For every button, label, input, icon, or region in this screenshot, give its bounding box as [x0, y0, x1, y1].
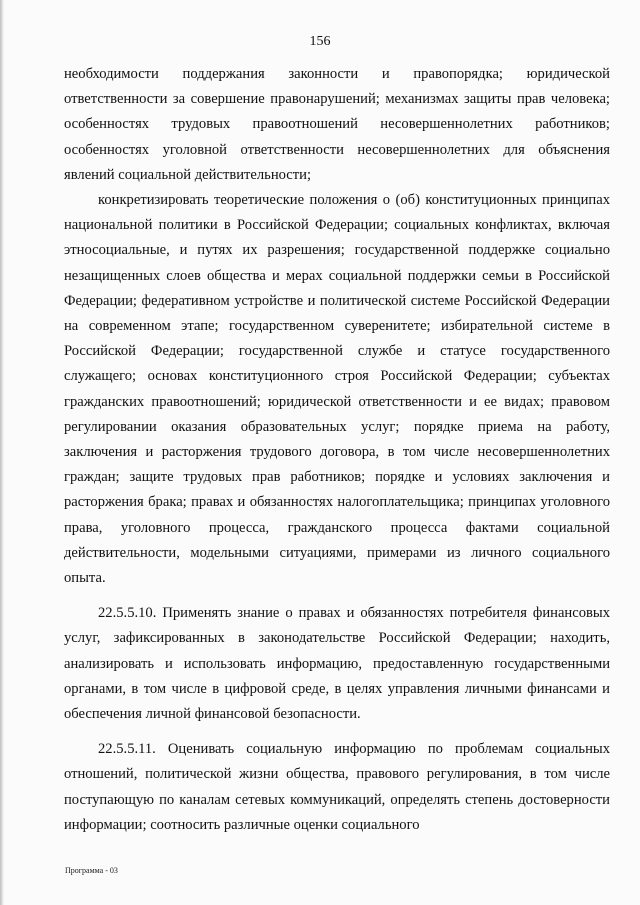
page-number: 156	[309, 34, 331, 49]
paragraph-concretize: конкретизировать теоретические положения о (об) конституционных принципах национальной политики в Российской Федерации; социальных конфликтах, включая этносоциальные, и путях их разрешения; государственной поддержке социально незащищенных слоев общества и мерах социальной поддержки семьи в Российской Федерации; федеративном устройстве и политической системе Российской Федерации на современном этапе; государственном суверенитете; избирательной системе в Российской Федерации; государственной службе и статусе государственного служащего; основах конституционного строя Российской Федерации; субъектах гражданских правоотношений; юридической ответственности и ее видах; правовом регулировании оказания образовательных услуг; порядке приема на работу, заключения и расторжения трудового договора, в том числе несовершеннолетних граждан; защите трудовых прав работников; порядке и условиях заключения и расторжения брака; правах и обязанностях налогоплательщика; принципах уголовного права, уголовного процесса, гражданского процесса фактами социальной действительности, модельными ситуациями, примерами из личного социального опыта.	[64, 192, 610, 587]
body-text	[64, 62, 610, 838]
footer-label: Программа - 03	[65, 866, 118, 875]
paragraph-22-5-5-10: 22.5.5.10. Применять знание о правах и обязанностях потребителя финансовых услуг, зафиксированных в законодательстве Российской Федерации; находить, анализировать и использовать информацию, предоставленную государственными органами, в том числе в цифровой среде, в целях управления личными финансами и обеспечения личной финансовой безопасности.	[64, 605, 610, 723]
paragraph-continuation: необходимости поддержания законности и правопорядка; юридической ответственности за совершение правонарушений; механизмах защиты прав человека; особенностях трудовых правоотношений несовершеннолетних работников; особенностях уголовной ответственности несовершеннолетних для объяснения явлений социальной действительности;	[64, 66, 610, 183]
paragraph-22-5-5-11: 22.5.5.11. Оценивать социальную информацию по проблемам социальных отношений, политической жизни общества, правового регулирования, в том числе поступающую по каналам сетевых коммуникаций, определять степень достоверности информации; соотносить различные оценки социального	[64, 741, 610, 833]
